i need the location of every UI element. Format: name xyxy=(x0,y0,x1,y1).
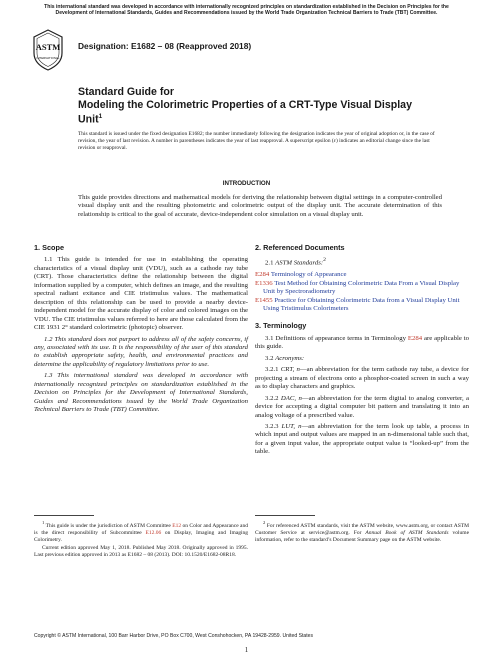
document-title xyxy=(78,86,438,126)
reference-title-link[interactable]: Test Method for Obtaining Colorimetric Data From a Visual Display Unit by Spectroradiometry xyxy=(263,279,460,296)
definition-term: DAC, n xyxy=(280,394,302,402)
footnote-divider xyxy=(34,515,94,516)
footnotes-left xyxy=(34,515,248,560)
title-line-1: Standard Guide for xyxy=(78,86,174,98)
footnote-2: $^2$ For referenced ASTM standards, visit the ASTM website, www.astm.org, or contact ASTM Customer Service at service@astm.org. For Annual Book of ASTM Standards volume information, refer to the standard’s Document Summary page on the ASTM website. xyxy=(255,520,470,543)
reference-item[interactable] xyxy=(255,297,469,314)
subheading-label: ASTM Standards: xyxy=(275,259,324,267)
scope-heading: 1. Scope xyxy=(34,243,65,252)
definition-text: —an abbreviation for the term look up table, a process in which input and output values are mapped in an n-dimensional table such that, for a given input value, the appropriate output value is “looked-up” from the table. xyxy=(255,422,470,456)
footnote-1-edition: Current edition approved May 1, 2018. Published May 2018. Originally approved in 1995. Last previous edition approved in 2013 as E1682 – 08 (2013). DOI: 10.1520/E1682-08R18. xyxy=(34,544,248,558)
footnote-2-italic: Annual Book of ASTM Standards xyxy=(365,529,449,536)
astm-standards-subheading xyxy=(255,256,469,268)
committee-e12-link[interactable]: E12 xyxy=(172,522,182,529)
standard-issue-note: This standard is issued under the fixed designation E1682; the number immediately following the designation indicates the year of original adoption or, in the case of revision, the year of last revision. A number in parentheses indicates the year of last reapproval. A superscript epsilon (ε) indicates an editorial change since the last revision or reapproval. xyxy=(78,131,435,151)
definition-number: 3.2.2 xyxy=(265,394,281,402)
definition-lut xyxy=(255,423,469,457)
title-line-2 xyxy=(78,99,438,127)
title-footnote-mark: 1 xyxy=(98,113,103,120)
terminology-text-end: are applicable to this guide. xyxy=(255,334,469,351)
scope-paragraph-1-3: 1.3 This international standard was developed in accordance with internationally recognized principles on standardization established in the Decision on Principles for the Development of International Standards, Guides and Recommendations issued by the World Trade Organization Technical Barriers to Trade (TBT) Committee. xyxy=(34,372,248,414)
logo-subtext: INTERNATIONAL xyxy=(36,56,60,60)
title-main: Modeling the Colorimetric Properties of a CRT-Type Visual Display Unit xyxy=(78,98,412,126)
copyright-line: Copyright © ASTM International, 100 Barr Harbor Drive, PO Box C700, West Conshohocken, PA 19428-2959. United States xyxy=(34,633,314,639)
definition-crt xyxy=(255,366,469,391)
left-column xyxy=(34,244,248,418)
logo-wordmark: ASTM xyxy=(35,42,61,52)
introduction-heading: INTRODUCTION xyxy=(222,180,271,187)
reference-item[interactable] xyxy=(255,280,469,297)
standard-notice: This international standard was developed in accordance with internationally recognized principles on standardization established in the Decision on Principles for the Development of International Standards, Guides and Recommendations issued by the World Trade Organization Technical Barriers to Trade (TBT) Committee. xyxy=(44,4,449,17)
reference-list xyxy=(255,271,469,313)
acronyms-label: Acronyms: xyxy=(275,354,305,362)
acronyms-number: 3.2 xyxy=(265,354,276,362)
reference-code-link[interactable]: E1336 xyxy=(255,279,273,287)
reference-item[interactable] xyxy=(255,271,469,279)
scope-paragraph-1-1: 1.1 This guide is intended for use in establishing the operating characteristics of a visual display unit (VDU), such as a cathode ray tube (CRT). Those characteristics define the relationship between the digital information supplied by a computer, which defines an image, and the resulting spectral radiant exitance and CIE tristimulus values. The mathematical description of this relationship can be used to provide a nearby device-independent model for the accurate display of color and colored images on the VDU. The CIE tristimulus values referred to here are those calculated from the CIE 1931 2° standard colorimetric (photopic) observer. xyxy=(34,256,248,332)
definition-term: CRT, n xyxy=(280,366,300,374)
page-number: 1 xyxy=(244,646,249,654)
right-column xyxy=(255,244,469,460)
subheading-footnote-mark: 2 xyxy=(323,257,326,264)
referenced-documents-heading: 2. Referenced Documents xyxy=(255,243,345,252)
scope-paragraph-1-2: 1.2 This standard does not purport to address all of the safety concerns, if any, associated with its use. It is the responsibility of the user of this standard to establish appropriate safety, health, and environmental practices and determine the applicability of regulatory limitations prior to use. xyxy=(34,335,248,368)
footnote-1: $^1$ This guide is under the jurisdiction of ASTM Committee E12 on Color and Appearance and is the direct responsibility of Subcommittee E12.06 on Display, Imaging and Imaging Colorimetry. xyxy=(34,520,248,543)
terminology-e284-link[interactable]: E284 xyxy=(407,334,423,342)
designation: Designation: E1682 – 08 (Reapproved 2018) xyxy=(78,41,252,51)
definition-term: LUT, n xyxy=(281,422,302,430)
footnote-1-text-a: This guide is under the jurisdiction of ASTM Committee xyxy=(45,522,173,529)
terminology-text: 3.1 Definitions of appearance terms in Terminology xyxy=(265,334,408,342)
reference-code-link[interactable]: E284 xyxy=(255,271,270,279)
definition-number: 3.2.3 xyxy=(265,422,282,430)
acronyms-subheading xyxy=(255,355,469,363)
definition-text: —an abbreviation for the term cathode ray tube, a device for projecting a stream of electrons onto a phosphor-coated screen in such a way as to display characters and graphics. xyxy=(255,366,469,391)
definition-number: 3.2.1 xyxy=(265,366,281,374)
reference-title-link[interactable]: Terminology of Appearance xyxy=(270,271,347,279)
subcommittee-e12-06-link[interactable]: E12.06 xyxy=(145,529,162,536)
definition-dac xyxy=(255,395,469,420)
terminology-heading: 3. Terminology xyxy=(255,321,307,331)
astm-logo xyxy=(31,29,65,71)
introduction-text: This guide provides directions and mathematical models for deriving the relationship between digital settings in a computer-controlled visual display unit and the resulting photometric and colorimetric output of the display unit. The accurate determination of this relationship is critical to the goal of accurate, device-independent color simulation on a visual display unit. xyxy=(78,194,442,218)
terminology-paragraph-3-1 xyxy=(255,335,469,352)
reference-title-link[interactable]: Practice for Obtaining Colorimetric Data from a Visual Display Unit Using Tristimulus Colorimeters xyxy=(263,296,460,312)
footnote-1-text-c: on Display, Imaging and Imaging Colorimetry. xyxy=(34,529,248,543)
footnote-2-text-a: For referenced ASTM standards, visit the ASTM website, www.astm.org, or contact ASTM Customer Service at service@astm.org. For xyxy=(255,522,470,536)
footnotes-right xyxy=(255,515,469,545)
subheading-number: 2.1 xyxy=(265,259,276,267)
reference-code-link[interactable]: E1455 xyxy=(255,296,273,304)
footnote-divider xyxy=(255,515,315,516)
definition-text: —an abbreviation for the term digital to analog converter, a device for accepting a digital computer bit pattern and translating it into an analog voltage of a prescribed value. xyxy=(255,394,470,419)
footnote-1-text-b: on Color and Appearance and is the direct responsibility of Subcommittee xyxy=(34,522,248,536)
footnote-2-text-b: volume information, refer to the standard’s Document Summary page on the ASTM website. xyxy=(255,529,470,543)
